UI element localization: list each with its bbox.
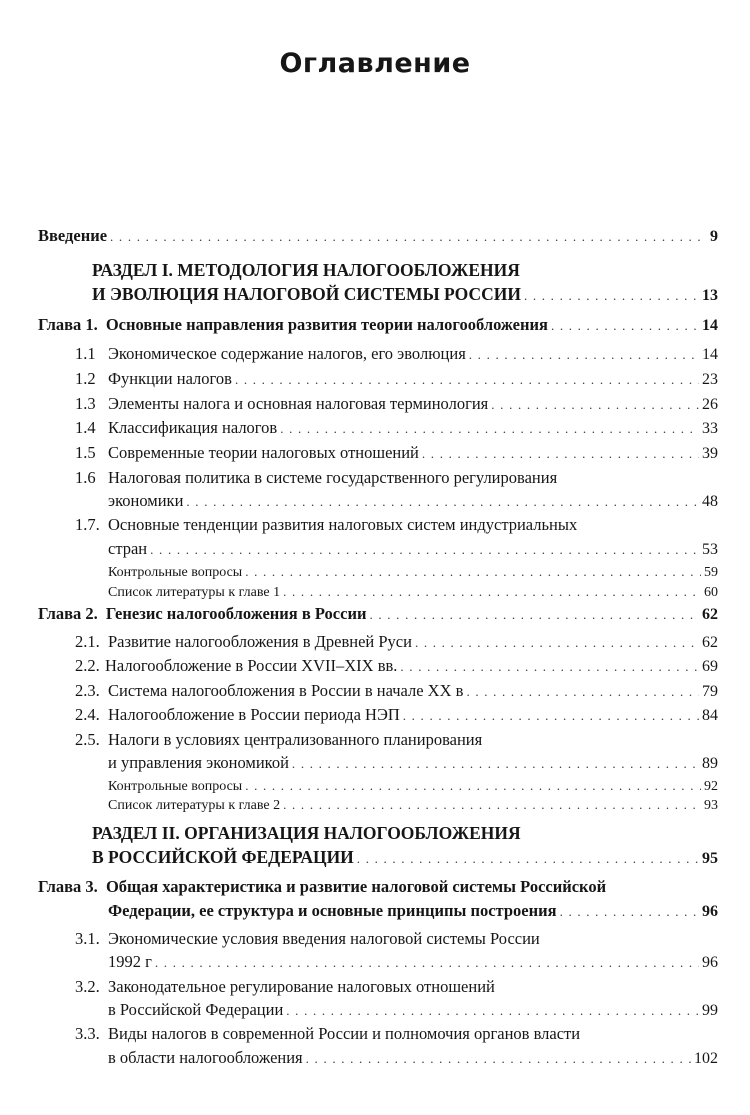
entry-number: 3.1.: [75, 929, 100, 948]
page-number: 89: [702, 755, 718, 772]
dot-leader: [155, 955, 699, 971]
toc-entry-1-1[interactable]: [75, 344, 718, 364]
dot-leader: [286, 1003, 699, 1019]
section-2-heading-line2: В РОССИЙСКОЙ ФЕДЕРАЦИИ: [92, 847, 354, 867]
dot-leader: [245, 564, 701, 580]
dot-leader: [524, 288, 699, 304]
entry-text: Современные теории налоговых отношений: [108, 443, 419, 462]
page-number: 14: [702, 346, 718, 363]
page-number: 99: [702, 1002, 718, 1019]
toc-entry-chapter-1[interactable]: [38, 315, 718, 335]
toc-entry-1-7[interactable]: [108, 539, 718, 559]
page-number: 48: [702, 493, 718, 510]
entry-number: 1.3: [75, 394, 96, 413]
dot-leader: [306, 1051, 691, 1067]
entry-text: Список литературы к главе 1: [108, 585, 281, 600]
entry-text: Список литературы к главе 2: [108, 798, 281, 813]
entry-text: Элементы налога и основная налоговая терминология: [108, 394, 489, 413]
page-title: Оглавление: [279, 48, 471, 79]
entry-text: Контрольные вопросы: [108, 779, 243, 794]
entry-number: 2.4.: [75, 705, 100, 724]
page-number: 23: [702, 371, 718, 388]
toc-entry-1-7-line1[interactable]: [75, 515, 577, 535]
entry-number: 1.4: [75, 418, 96, 437]
entry-text: Законодательное регулирование налоговых отношений: [108, 977, 495, 996]
toc-entry-3-3-line1[interactable]: [75, 1024, 580, 1044]
dot-leader: [283, 797, 701, 813]
toc-entry-chapter-2[interactable]: [38, 604, 718, 624]
entry-number: 2.5.: [75, 730, 100, 749]
dot-leader: [469, 347, 699, 363]
page-number: 102: [694, 1050, 718, 1067]
page-number: 62: [702, 634, 718, 651]
entry-text-cont: в области налогообложения: [108, 1048, 303, 1067]
dot-leader: [369, 607, 699, 623]
page-number: 59: [704, 565, 718, 580]
toc-entry-2-4[interactable]: [75, 705, 718, 725]
dot-leader: [283, 584, 701, 600]
dot-leader: [110, 229, 707, 245]
entry-number: 1.7.: [75, 515, 100, 534]
toc-entry-1-3[interactable]: [75, 394, 718, 414]
toc-entry-1-6-line1[interactable]: [75, 468, 557, 488]
toc-entry-2-3[interactable]: [75, 681, 718, 701]
page-number: 93: [704, 798, 718, 813]
chapter-label: Глава 1.: [38, 315, 98, 334]
entry-number: 1.5: [75, 443, 96, 462]
chapter-title: Общая характеристика и развитие налоговой системы Российской: [105, 877, 607, 896]
dot-leader: [292, 756, 699, 772]
toc-entry-1-4[interactable]: [75, 418, 718, 438]
toc-entry-chapter-3-line1[interactable]: [38, 877, 606, 897]
page-number: 60: [704, 585, 718, 600]
entry-number: 3.2.: [75, 977, 100, 996]
entry-text: Экономические условия введения налоговой системы России: [108, 929, 540, 948]
entry-text-cont: 1992 г: [108, 952, 152, 971]
toc-entry-literature-1[interactable]: [108, 584, 718, 601]
entry-text: Экономическое содержание налогов, его эволюция: [108, 344, 466, 363]
intro-label: Введение: [38, 226, 108, 245]
dot-leader: [422, 446, 699, 462]
dot-leader: [186, 494, 699, 510]
toc-entry-section-1[interactable]: [92, 284, 718, 305]
dot-leader: [403, 708, 699, 724]
entry-text: Основные тенденции развития налоговых систем индустриальных: [108, 515, 578, 534]
entry-number: 2.1.: [75, 632, 100, 651]
dot-leader: [150, 542, 699, 558]
chapter-title: Генезис налогообложения в России: [105, 604, 367, 623]
entry-text-cont: в Российской Федерации: [108, 1000, 284, 1019]
entry-text: Налогообложение в России периода НЭП: [108, 705, 400, 724]
dot-leader: [491, 397, 699, 413]
toc-entry-2-1[interactable]: [75, 632, 718, 652]
page-number: 33: [702, 420, 718, 437]
page-number: 79: [702, 683, 718, 700]
entry-text: Виды налогов в современной России и полномочия органов власти: [108, 1024, 581, 1043]
page-number: 39: [702, 445, 718, 462]
entry-text: Налоги в условиях централизованного планирования: [108, 730, 483, 749]
dot-leader: [245, 778, 701, 794]
entry-text: Налоговая политика в системе государственного регулирования: [108, 468, 558, 487]
page-number: 92: [704, 779, 718, 794]
entry-text: Классификация налогов: [108, 418, 278, 437]
dot-leader: [560, 904, 699, 920]
toc-entry-1-5[interactable]: [75, 443, 718, 463]
toc-entry-chapter-3[interactable]: [108, 901, 718, 921]
entry-text: Функции налогов: [108, 369, 232, 388]
entry-text-cont: стран: [108, 539, 148, 558]
section-1-heading-line2: И ЭВОЛЮЦИЯ НАЛОГОВОЙ СИСТЕМЫ РОССИИ: [92, 284, 521, 304]
toc-entry-3-1-line1[interactable]: [75, 929, 540, 949]
entry-number: 1.1: [75, 344, 96, 363]
toc-entry-3-2-line1[interactable]: [75, 977, 495, 997]
page-number: 96: [702, 903, 718, 920]
entry-text: Налогообложение в России XVII–XIX вв.: [105, 656, 398, 675]
page-number: 96: [702, 954, 718, 971]
page-number: 95: [702, 850, 718, 867]
dot-leader: [400, 659, 699, 675]
entry-text-cont: и управления экономикой: [108, 753, 289, 772]
dot-leader: [280, 421, 699, 437]
entry-number: 2.3.: [75, 681, 100, 700]
page-number: 53: [702, 541, 718, 558]
entry-number: 1.6: [75, 468, 96, 487]
toc-entry-2-5[interactable]: [108, 753, 718, 773]
chapter-label: Глава 3.: [38, 877, 98, 896]
toc-entry-1-6[interactable]: [108, 491, 718, 511]
dot-leader: [415, 635, 699, 651]
toc-entry-section-2[interactable]: [92, 847, 718, 868]
page-number: 69: [702, 658, 718, 675]
page-number: 84: [702, 707, 718, 724]
toc-entry-2-2[interactable]: [75, 656, 718, 676]
toc-entry-literature-2[interactable]: [108, 797, 718, 814]
toc-entry-3-3[interactable]: [108, 1048, 718, 1068]
chapter-label: Глава 2.: [38, 604, 98, 623]
page-number: 9: [710, 228, 718, 245]
toc-entry-1-2[interactable]: [75, 369, 718, 389]
entry-text: Контрольные вопросы: [108, 565, 243, 580]
entry-number: 2.2.: [75, 656, 100, 675]
page-number: 13: [702, 287, 718, 304]
entry-number: 3.3.: [75, 1024, 100, 1043]
page-number: 62: [702, 606, 718, 623]
dot-leader: [357, 851, 699, 867]
toc-entry-3-2[interactable]: [108, 1000, 718, 1020]
entry-number: 1.2: [75, 369, 96, 388]
entry-text-cont: экономики: [108, 491, 184, 510]
toc-entry-questions-2[interactable]: [108, 778, 718, 795]
section-1-heading-line1: РАЗДЕЛ I. МЕТОДОЛОГИЯ НАЛОГООБЛОЖЕНИЯ: [92, 260, 520, 280]
chapter-title: Основные направления развития теории налогообложения: [105, 315, 548, 334]
toc-entry-2-5-line1[interactable]: [75, 730, 482, 750]
page-number: 14: [702, 317, 718, 334]
toc-entry-3-1[interactable]: [108, 952, 718, 972]
dot-leader: [466, 684, 699, 700]
section-2-heading-line1: РАЗДЕЛ II. ОРГАНИЗАЦИЯ НАЛОГООБЛОЖЕНИЯ: [92, 823, 521, 843]
entry-text: Система налогообложения в России в начале XX в: [108, 681, 464, 700]
toc-entry-intro[interactable]: [38, 226, 718, 246]
chapter-title-cont: Федерации, ее структура и основные принципы построения: [108, 901, 557, 920]
dot-leader: [551, 318, 699, 334]
entry-text: Развитие налогообложения в Древней Руси: [108, 632, 412, 651]
page-number: 26: [702, 396, 718, 413]
dot-leader: [235, 372, 699, 388]
toc-entry-questions-1[interactable]: [108, 564, 718, 581]
